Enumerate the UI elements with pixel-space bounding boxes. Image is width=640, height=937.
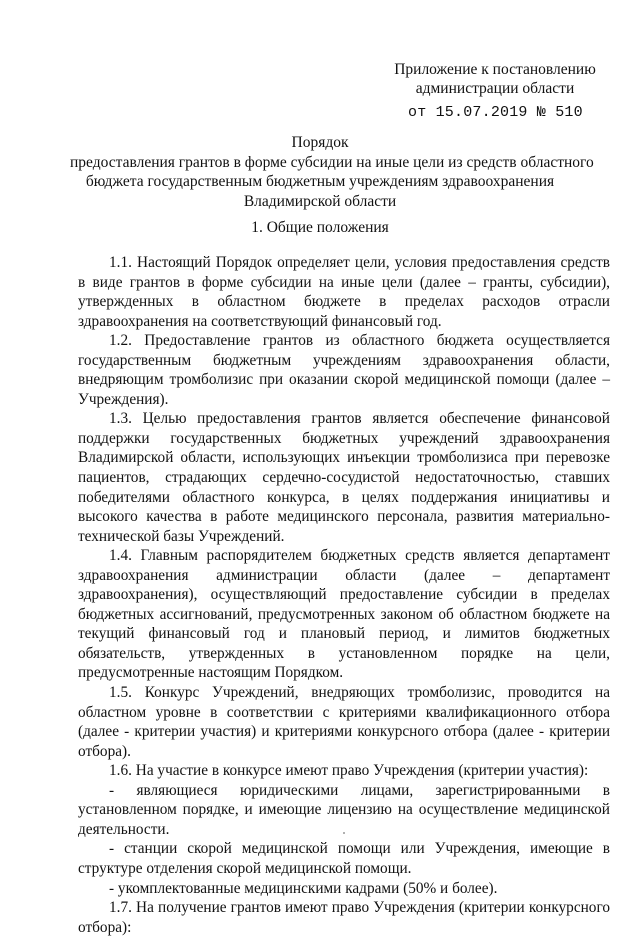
document-body [78, 253, 610, 937]
approval-header [380, 60, 610, 98]
title-line-2: предоставления грантов в форме субсидии на иные цели из средств областного [70, 153, 594, 171]
header-line-2: администрации области [415, 80, 575, 97]
list-item-ambulance-station: - станции скорой медицинской помощи или Учреждения, имеющие в структуре отделения скорой медицинской помощи. [78, 840, 610, 877]
paragraph-1-5: 1.5. Конкурс Учреждений, внедряющих тромболизис, проводится на областном уровне в соответствии с критериями квалификационного отбора (далее - критерии участия) и критериями конкурсного отбора (далее - критерии отбора). [78, 684, 610, 760]
title-line-1: Порядок [291, 134, 349, 151]
document-title [70, 133, 594, 211]
section-heading: 1. Общие положения [251, 219, 389, 236]
title-line-4: Владимирской области [243, 192, 397, 210]
title-line-3: бюджета государственным бюджетным учреждениям здравоохранения [85, 173, 555, 190]
list-item-legal-entity: - являющиеся юридическими лицами, зарегистрированными в установленном порядке, и имеющие лицензию на осуществление медицинской деятельности. [78, 781, 610, 838]
list-item-staffing: - укомплектованные медицинскими кадрами (50% и более). [109, 879, 498, 897]
paragraph-1-7: 1.7. На получение грантов имеют право Учреждения (критерии конкурсного отбора): [78, 899, 610, 936]
paragraph-1-1: 1.1. Настоящий Порядок определяет цели, условия предоставления средств в виде грантов в форме субсидии на иные цели (далее – гранты, субсидии), утвержденных в областном бюджете в пределах расходов отрасли здравоохранения на соответствующий финансовый год. [78, 254, 610, 330]
resolution-date-number: от 15.07.2019 № 510 [408, 104, 583, 121]
paragraph-1-6: 1.6. На участие в конкурсе имеют право Учреждения (критерии участия): [109, 762, 589, 780]
scan-speck [343, 832, 345, 834]
paragraph-1-2: 1.2. Предоставление грантов из областного бюджета осуществляется государственным бюджетным учреждениям здравоохранения области, внедряющим тромболизис при оказании скорой медицинской помощи (далее – Учреждения). [78, 332, 610, 408]
paragraph-1-4: 1.4. Главным распорядителем бюджетных средств является департамент здравоохранения администрации области (далее – департамент здравоохранения), осуществляющий предоставление субсидии в пределах бюджетных ассигнований, предусмотренных законом об областном бюджете на текущий финансовый год и плановый период, и лимитов бюджетных обязательств, утвержденных в установленном порядке на цели, предусмотренные настоящим Порядком. [78, 547, 610, 682]
header-line-1: Приложение к постановлению [394, 61, 596, 78]
paragraph-1-3: 1.3. Целью предоставления грантов является обеспечение финансовой поддержки государственных бюджетных учреждений здравоохранения Владимирской области, использующих инъекции тромболизиса при перевозке пациентов, страдающих сердечно-сосудистой недостаточностью, ставших победителями областного конкурса, в целях поддержания инициативы и высокого качества в работе медицинского персонала, развития материально-технической базы Учреждений. [78, 410, 610, 545]
